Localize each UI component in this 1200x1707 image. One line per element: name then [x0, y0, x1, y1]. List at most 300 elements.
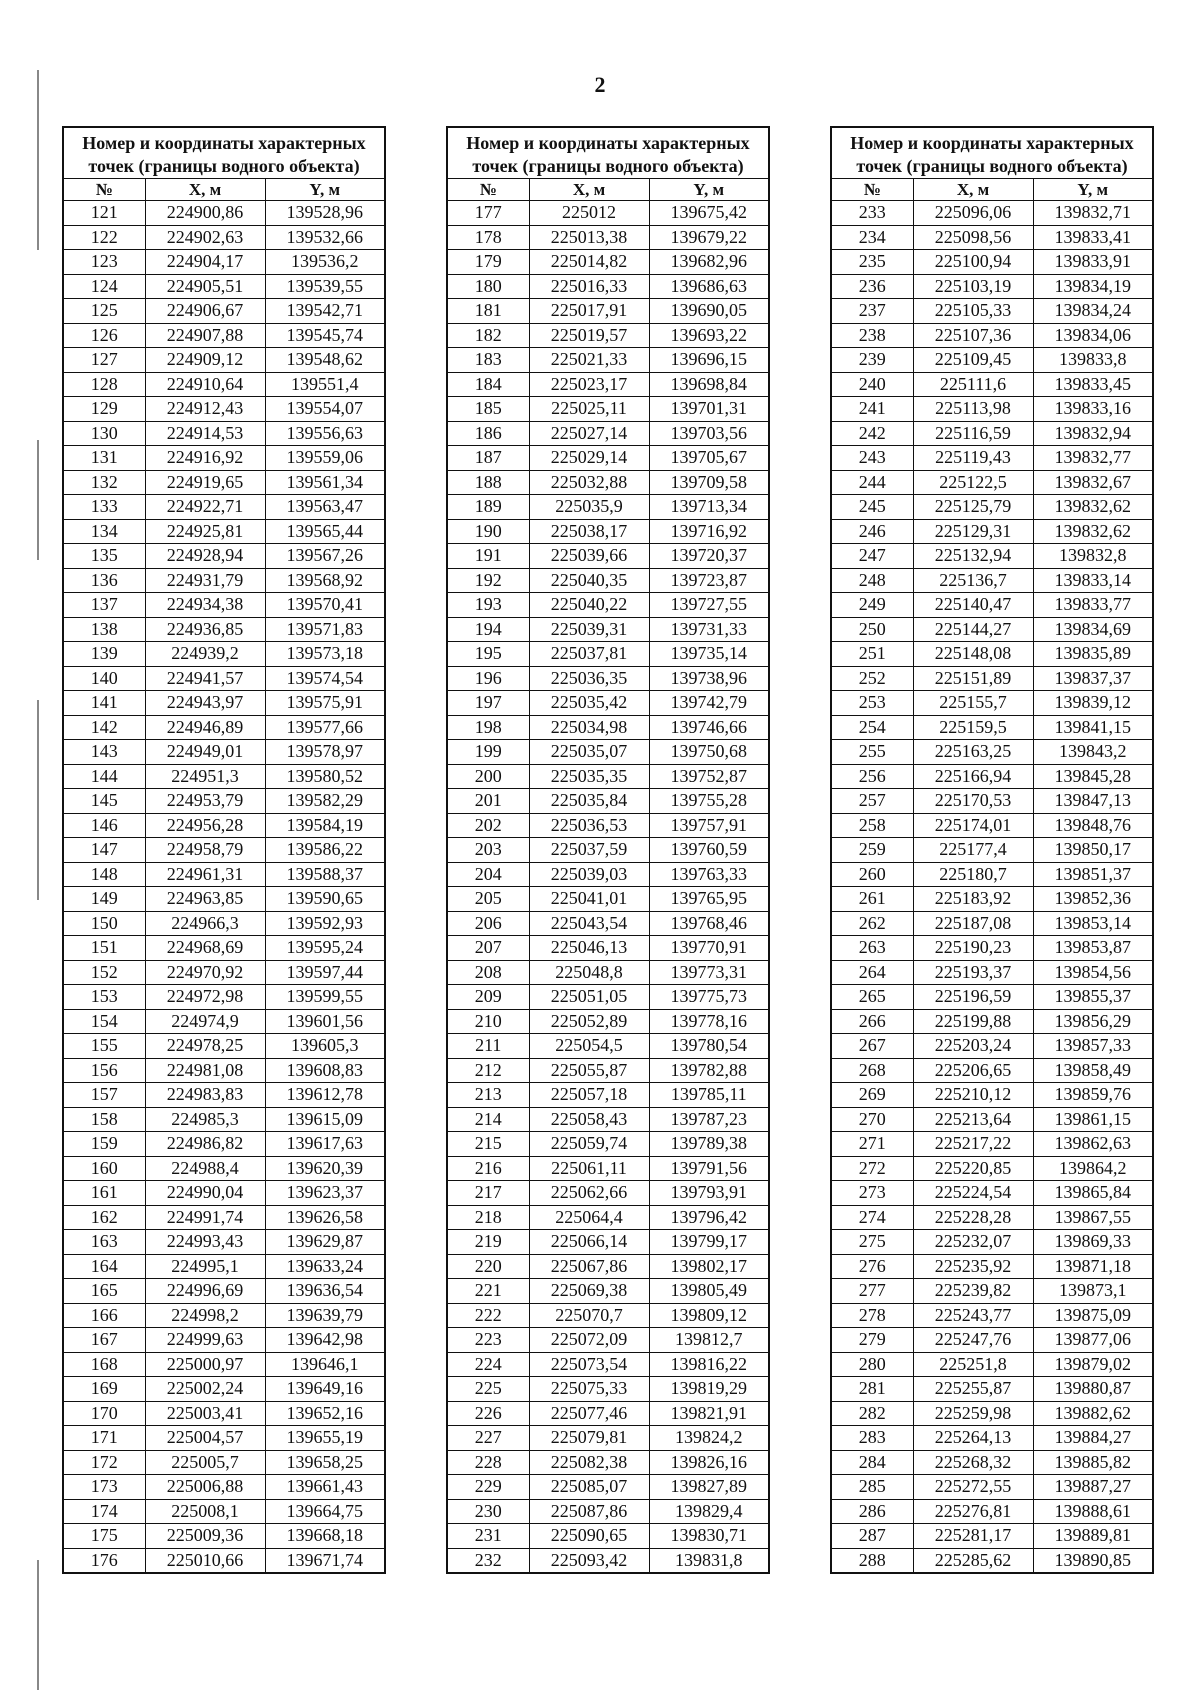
- coordinate-y: 139623,37: [265, 1181, 385, 1206]
- coordinate-x: 225023,17: [529, 372, 649, 397]
- coordinate-y: 139853,87: [1033, 936, 1153, 961]
- coordinate-y: 139856,29: [1033, 1009, 1153, 1034]
- coordinate-y: 139597,44: [265, 960, 385, 985]
- point-number: 216: [447, 1156, 529, 1181]
- point-number: 131: [63, 446, 145, 471]
- table-row: [447, 838, 769, 863]
- table-row: [63, 519, 385, 544]
- point-number: 212: [447, 1058, 529, 1083]
- point-number: 203: [447, 838, 529, 863]
- table-row: [831, 470, 1153, 495]
- coordinate-x: 224916,92: [145, 446, 265, 471]
- point-number: 195: [447, 642, 529, 667]
- coordinate-y: 139592,93: [265, 911, 385, 936]
- point-number: 282: [831, 1401, 913, 1426]
- table-row: [447, 1132, 769, 1157]
- point-number: 169: [63, 1377, 145, 1402]
- table-row: [63, 1401, 385, 1426]
- table-row: [63, 1524, 385, 1549]
- point-number: 126: [63, 323, 145, 348]
- point-number: 148: [63, 862, 145, 887]
- coordinate-x: 225070,7: [529, 1303, 649, 1328]
- table-row: [63, 887, 385, 912]
- coordinate-y: 139847,13: [1033, 789, 1153, 814]
- table-row: [831, 1254, 1153, 1279]
- table-row: [831, 1132, 1153, 1157]
- coordinate-x: 224905,51: [145, 274, 265, 299]
- coordinate-y: 139742,79: [649, 691, 769, 716]
- coordinate-y: 139570,41: [265, 593, 385, 618]
- coordinate-y: 139590,65: [265, 887, 385, 912]
- coordinate-y: 139548,62: [265, 348, 385, 373]
- point-number: 241: [831, 397, 913, 422]
- point-number: 206: [447, 911, 529, 936]
- table-row: [63, 911, 385, 936]
- coordinate-y: 139770,91: [649, 936, 769, 961]
- point-number: 142: [63, 715, 145, 740]
- point-number: 162: [63, 1205, 145, 1230]
- coordinate-y: 139865,84: [1033, 1181, 1153, 1206]
- coordinate-y: 139827,89: [649, 1475, 769, 1500]
- table-row: [447, 985, 769, 1010]
- point-number: 220: [447, 1254, 529, 1279]
- coordinate-y: 139727,55: [649, 593, 769, 618]
- coordinate-x: 224986,82: [145, 1132, 265, 1157]
- point-number: 231: [447, 1524, 529, 1549]
- point-number: 256: [831, 764, 913, 789]
- table-row: [831, 1548, 1153, 1573]
- coordinate-x: 225009,36: [145, 1524, 265, 1549]
- coordinate-x: 225105,33: [913, 299, 1033, 324]
- point-number: 288: [831, 1548, 913, 1573]
- coordinate-x: 225190,23: [913, 936, 1033, 961]
- point-number: 200: [447, 764, 529, 789]
- point-number: 258: [831, 813, 913, 838]
- coordinate-y: 139859,76: [1033, 1083, 1153, 1108]
- point-number: 263: [831, 936, 913, 961]
- table-caption: Номер и координаты характерных точек (границы водного объекта): [447, 127, 769, 179]
- table-row: [447, 1524, 769, 1549]
- point-number: 186: [447, 421, 529, 446]
- coordinate-x: 225010,66: [145, 1548, 265, 1573]
- coordinate-x: 224909,12: [145, 348, 265, 373]
- table-row: [63, 323, 385, 348]
- point-number: 176: [63, 1548, 145, 1573]
- point-number: 168: [63, 1352, 145, 1377]
- table-row: [63, 544, 385, 569]
- table-row: [63, 715, 385, 740]
- coordinate-y: 139664,75: [265, 1499, 385, 1524]
- table-row: [831, 519, 1153, 544]
- table-row: [63, 1279, 385, 1304]
- coordinate-x: 225038,17: [529, 519, 649, 544]
- coordinate-x: 225039,03: [529, 862, 649, 887]
- coordinate-y: 139832,62: [1033, 495, 1153, 520]
- coordinates-table-3: [830, 126, 1154, 1574]
- coordinate-y: 139832,8: [1033, 544, 1153, 569]
- point-number: 229: [447, 1475, 529, 1500]
- coordinate-y: 139890,85: [1033, 1548, 1153, 1573]
- coordinate-x: 224949,01: [145, 740, 265, 765]
- coordinate-x: 225055,87: [529, 1058, 649, 1083]
- point-number: 163: [63, 1230, 145, 1255]
- point-number: 223: [447, 1328, 529, 1353]
- coordinate-y: 139701,31: [649, 397, 769, 422]
- coordinate-x: 224943,97: [145, 691, 265, 716]
- point-number: 181: [447, 299, 529, 324]
- coordinate-y: 139834,69: [1033, 617, 1153, 642]
- point-number: 226: [447, 1401, 529, 1426]
- coordinate-y: 139834,19: [1033, 274, 1153, 299]
- point-number: 144: [63, 764, 145, 789]
- coordinate-y: 139854,56: [1033, 960, 1153, 985]
- coordinate-x: 225012: [529, 201, 649, 226]
- point-number: 286: [831, 1499, 913, 1524]
- coordinate-y: 139852,36: [1033, 887, 1153, 912]
- coordinate-y: 139834,24: [1033, 299, 1153, 324]
- table-row: [447, 1279, 769, 1304]
- coordinate-x: 225151,89: [913, 666, 1033, 691]
- coordinate-y: 139787,23: [649, 1107, 769, 1132]
- coordinate-y: 139830,71: [649, 1524, 769, 1549]
- table-row: [63, 274, 385, 299]
- coordinate-y: 139848,76: [1033, 813, 1153, 838]
- table-row: [831, 1034, 1153, 1059]
- coordinate-x: 225039,31: [529, 617, 649, 642]
- point-number: 278: [831, 1303, 913, 1328]
- point-number: 265: [831, 985, 913, 1010]
- point-number: 156: [63, 1058, 145, 1083]
- coordinate-y: 139850,17: [1033, 838, 1153, 863]
- coordinate-x: 225163,25: [913, 740, 1033, 765]
- point-number: 224: [447, 1352, 529, 1377]
- table-row: [63, 789, 385, 814]
- coordinate-y: 139835,89: [1033, 642, 1153, 667]
- table-row: [447, 1426, 769, 1451]
- table-row: [831, 715, 1153, 740]
- coordinate-y: 139565,44: [265, 519, 385, 544]
- coordinate-y: 139580,52: [265, 764, 385, 789]
- point-number: 164: [63, 1254, 145, 1279]
- point-number: 185: [447, 397, 529, 422]
- point-number: 124: [63, 274, 145, 299]
- coordinate-y: 139760,59: [649, 838, 769, 863]
- coordinate-y: 139793,91: [649, 1181, 769, 1206]
- coordinate-y: 139703,56: [649, 421, 769, 446]
- table-row: [63, 1303, 385, 1328]
- point-number: 136: [63, 568, 145, 593]
- coordinate-y: 139601,56: [265, 1009, 385, 1034]
- point-number: 184: [447, 372, 529, 397]
- point-number: 122: [63, 225, 145, 250]
- table-row: [831, 936, 1153, 961]
- point-number: 244: [831, 470, 913, 495]
- coordinate-x: 225170,53: [913, 789, 1033, 814]
- coordinate-x: 225228,28: [913, 1205, 1033, 1230]
- coordinate-y: 139816,22: [649, 1352, 769, 1377]
- coordinate-y: 139782,88: [649, 1058, 769, 1083]
- table-row: [831, 397, 1153, 422]
- table-row: [63, 1352, 385, 1377]
- point-number: 283: [831, 1426, 913, 1451]
- coordinate-x: 225098,56: [913, 225, 1033, 250]
- coordinate-y: 139773,31: [649, 960, 769, 985]
- table-row: [831, 617, 1153, 642]
- point-number: 255: [831, 740, 913, 765]
- coordinate-y: 139887,27: [1033, 1475, 1153, 1500]
- point-number: 140: [63, 666, 145, 691]
- table-row: [63, 764, 385, 789]
- table-row: [63, 1254, 385, 1279]
- table-row: [63, 1499, 385, 1524]
- table-row: [831, 764, 1153, 789]
- coordinate-x: 224999,63: [145, 1328, 265, 1353]
- coordinate-y: 139582,29: [265, 789, 385, 814]
- point-number: 234: [831, 225, 913, 250]
- point-number: 272: [831, 1156, 913, 1181]
- table-row: [447, 789, 769, 814]
- coordinate-y: 139615,09: [265, 1107, 385, 1132]
- coordinate-x: 224968,69: [145, 936, 265, 961]
- table-row: [831, 813, 1153, 838]
- point-number: 261: [831, 887, 913, 912]
- point-number: 201: [447, 789, 529, 814]
- point-number: 143: [63, 740, 145, 765]
- coordinate-y: 139832,94: [1033, 421, 1153, 446]
- table-row: [447, 960, 769, 985]
- coordinate-x: 224995,1: [145, 1254, 265, 1279]
- coordinate-y: 139821,91: [649, 1401, 769, 1426]
- coordinate-y: 139661,43: [265, 1475, 385, 1500]
- coordinate-y: 139837,37: [1033, 666, 1153, 691]
- point-number: 167: [63, 1328, 145, 1353]
- point-number: 165: [63, 1279, 145, 1304]
- coordinate-y: 139671,74: [265, 1548, 385, 1573]
- point-number: 214: [447, 1107, 529, 1132]
- coordinate-x: 225069,38: [529, 1279, 649, 1304]
- coordinate-y: 139888,61: [1033, 1499, 1153, 1524]
- coordinate-x: 225034,98: [529, 715, 649, 740]
- coordinate-x: 224946,89: [145, 715, 265, 740]
- point-number: 139: [63, 642, 145, 667]
- point-number: 171: [63, 1426, 145, 1451]
- table-row: [447, 1107, 769, 1132]
- coordinate-x: 225132,94: [913, 544, 1033, 569]
- coordinate-y: 139882,62: [1033, 1401, 1153, 1426]
- coordinate-y: 139556,63: [265, 421, 385, 446]
- coordinate-y: 139832,77: [1033, 446, 1153, 471]
- coordinate-x: 225122,5: [913, 470, 1033, 495]
- table-row: [63, 1475, 385, 1500]
- table-row: [447, 250, 769, 275]
- point-number: 285: [831, 1475, 913, 1500]
- point-number: 276: [831, 1254, 913, 1279]
- coordinate-y: 139636,54: [265, 1279, 385, 1304]
- coordinate-y: 139539,55: [265, 274, 385, 299]
- coordinate-y: 139568,92: [265, 568, 385, 593]
- table-row: [63, 691, 385, 716]
- point-number: 242: [831, 421, 913, 446]
- table-row: [447, 911, 769, 936]
- table-row: [63, 1230, 385, 1255]
- coordinate-y: 139698,84: [649, 372, 769, 397]
- coordinate-y: 139851,37: [1033, 862, 1153, 887]
- coordinate-y: 139608,83: [265, 1058, 385, 1083]
- table-row: [447, 225, 769, 250]
- coordinate-x: 224922,71: [145, 495, 265, 520]
- coordinate-x: 225103,19: [913, 274, 1033, 299]
- point-number: 277: [831, 1279, 913, 1304]
- point-number: 178: [447, 225, 529, 250]
- table-row: [447, 1548, 769, 1573]
- table-row: [831, 666, 1153, 691]
- coordinate-x: 225220,85: [913, 1156, 1033, 1181]
- table-row: [447, 544, 769, 569]
- coordinate-y: 139731,33: [649, 617, 769, 642]
- coordinate-x: 225035,84: [529, 789, 649, 814]
- table-row: [63, 568, 385, 593]
- table-row: [63, 642, 385, 667]
- coordinate-y: 139875,09: [1033, 1303, 1153, 1328]
- point-number: 237: [831, 299, 913, 324]
- coordinate-x: 225075,33: [529, 1377, 649, 1402]
- point-number: 174: [63, 1499, 145, 1524]
- coordinate-x: 225025,11: [529, 397, 649, 422]
- coordinate-x: 224985,3: [145, 1107, 265, 1132]
- coordinate-y: 139833,8: [1033, 348, 1153, 373]
- table-row: [831, 446, 1153, 471]
- coordinate-y: 139858,49: [1033, 1058, 1153, 1083]
- point-number: 251: [831, 642, 913, 667]
- table-row: [831, 1009, 1153, 1034]
- coordinate-x: 225003,41: [145, 1401, 265, 1426]
- table-row: [831, 568, 1153, 593]
- point-number: 175: [63, 1524, 145, 1549]
- point-number: 173: [63, 1475, 145, 1500]
- table-row: [831, 691, 1153, 716]
- coordinate-x: 225206,65: [913, 1058, 1033, 1083]
- point-number: 179: [447, 250, 529, 275]
- coordinate-x: 225072,09: [529, 1328, 649, 1353]
- table-row: [63, 495, 385, 520]
- coordinate-y: 139829,4: [649, 1499, 769, 1524]
- coordinate-x: 225019,57: [529, 323, 649, 348]
- point-number: 222: [447, 1303, 529, 1328]
- coordinate-y: 139755,28: [649, 789, 769, 814]
- coordinate-x: 224902,63: [145, 225, 265, 250]
- point-number: 284: [831, 1450, 913, 1475]
- coordinate-x: 225116,59: [913, 421, 1033, 446]
- table-row: [63, 201, 385, 226]
- point-number: 240: [831, 372, 913, 397]
- coordinate-x: 224900,86: [145, 201, 265, 226]
- point-number: 180: [447, 274, 529, 299]
- coordinate-y: 139563,47: [265, 495, 385, 520]
- point-number: 158: [63, 1107, 145, 1132]
- coordinate-y: 139675,42: [649, 201, 769, 226]
- table-row: [447, 887, 769, 912]
- table-row: [63, 740, 385, 765]
- coordinate-y: 139577,66: [265, 715, 385, 740]
- coordinate-x: 225251,8: [913, 1352, 1033, 1377]
- coordinate-y: 139617,63: [265, 1132, 385, 1157]
- table-row: [831, 789, 1153, 814]
- point-number: 210: [447, 1009, 529, 1034]
- coordinate-x: 225035,07: [529, 740, 649, 765]
- coordinate-x: 225037,59: [529, 838, 649, 863]
- table-row: [63, 1009, 385, 1034]
- coordinate-x: 225155,7: [913, 691, 1033, 716]
- coordinate-y: 139805,49: [649, 1279, 769, 1304]
- coordinate-y: 139791,56: [649, 1156, 769, 1181]
- table-row: [831, 1058, 1153, 1083]
- coordinate-y: 139584,19: [265, 813, 385, 838]
- coordinate-x: 224907,88: [145, 323, 265, 348]
- coordinate-x: 225040,22: [529, 593, 649, 618]
- point-number: 150: [63, 911, 145, 936]
- point-number: 152: [63, 960, 145, 985]
- coordinate-x: 224978,25: [145, 1034, 265, 1059]
- coordinate-x: 224981,08: [145, 1058, 265, 1083]
- coordinate-x: 225096,06: [913, 201, 1033, 226]
- point-number: 130: [63, 421, 145, 446]
- coordinate-y: 139757,91: [649, 813, 769, 838]
- coordinate-x: 225051,05: [529, 985, 649, 1010]
- table-row: [447, 1450, 769, 1475]
- point-number: 157: [63, 1083, 145, 1108]
- table-row: [447, 519, 769, 544]
- coordinate-y: 139832,71: [1033, 201, 1153, 226]
- point-number: 170: [63, 1401, 145, 1426]
- coordinate-y: 139880,87: [1033, 1377, 1153, 1402]
- coordinate-x: 225129,31: [913, 519, 1033, 544]
- coordinate-x: 225090,65: [529, 1524, 649, 1549]
- point-number: 141: [63, 691, 145, 716]
- coordinate-x: 225107,36: [913, 323, 1033, 348]
- point-number: 213: [447, 1083, 529, 1108]
- point-number: 221: [447, 1279, 529, 1304]
- point-number: 248: [831, 568, 913, 593]
- table-row: [447, 1401, 769, 1426]
- coordinate-x: 225243,77: [913, 1303, 1033, 1328]
- coordinate-x: 225016,33: [529, 274, 649, 299]
- coordinate-x: 225166,94: [913, 764, 1033, 789]
- coordinate-x: 225017,91: [529, 299, 649, 324]
- coordinate-x: 224988,4: [145, 1156, 265, 1181]
- table-row: [831, 372, 1153, 397]
- coordinate-y: 139723,87: [649, 568, 769, 593]
- coordinate-y: 139833,91: [1033, 250, 1153, 275]
- point-number: 227: [447, 1426, 529, 1451]
- coordinate-x: 224972,98: [145, 985, 265, 1010]
- table-row: [447, 642, 769, 667]
- point-number: 252: [831, 666, 913, 691]
- column-header-x: X, м: [529, 179, 649, 201]
- point-number: 247: [831, 544, 913, 569]
- point-number: 172: [63, 1450, 145, 1475]
- coordinate-x: 224934,38: [145, 593, 265, 618]
- table-row: [63, 936, 385, 961]
- table-row: [63, 1034, 385, 1059]
- coordinate-y: 139834,06: [1033, 323, 1153, 348]
- coordinate-y: 139833,14: [1033, 568, 1153, 593]
- coordinate-y: 139824,2: [649, 1426, 769, 1451]
- point-number: 196: [447, 666, 529, 691]
- coordinate-y: 139605,3: [265, 1034, 385, 1059]
- coordinate-y: 139536,2: [265, 250, 385, 275]
- table-row: [831, 887, 1153, 912]
- coordinate-x: 225183,92: [913, 887, 1033, 912]
